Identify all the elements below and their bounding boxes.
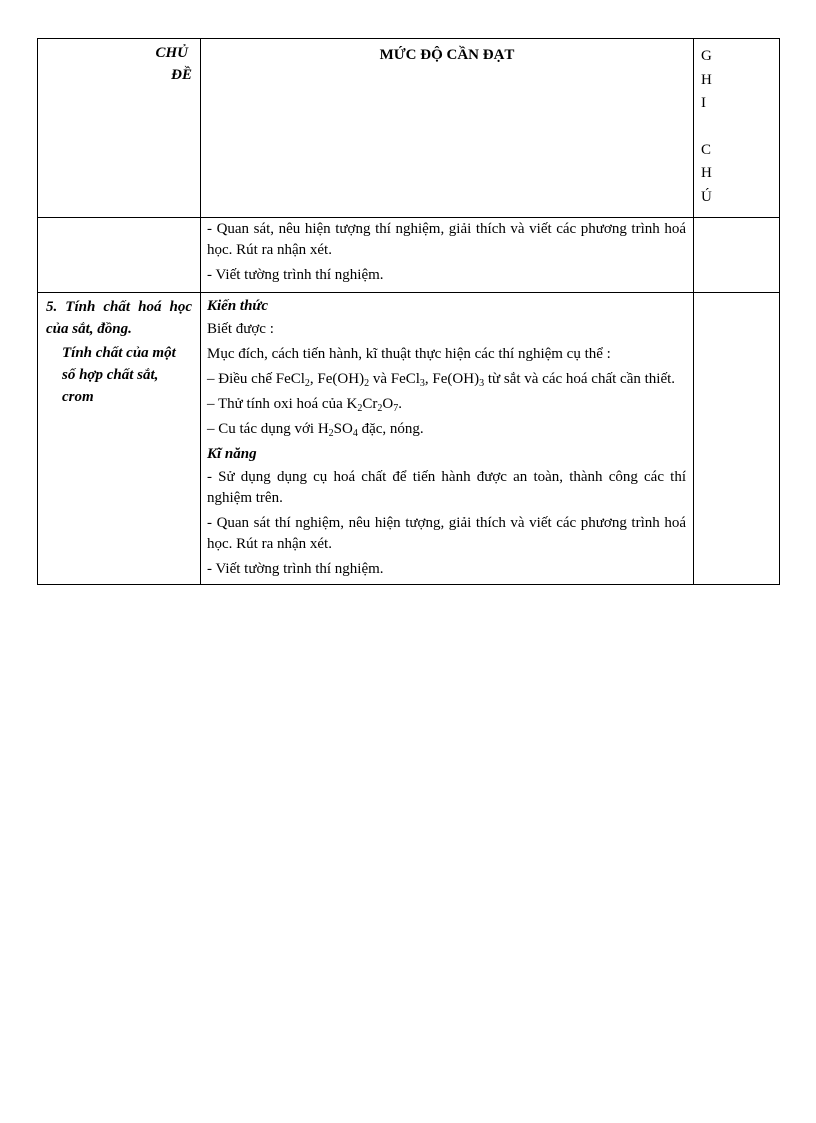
observe-line: - Quan sát, nêu hiện tượng thí nghiệm, giải thích và viết các phương trình hoá học. Rút ra nhận xét. [207,221,686,258]
knowledge-intro: Biết được : [207,321,274,337]
topic-cell-empty [38,218,201,293]
note-cell [694,293,780,585]
level-cell [201,218,694,293]
note-letter: Ú [701,188,712,205]
header-level-title: MỨC ĐỘ CẦN ĐẠT [379,47,515,63]
knowledge-purpose: Mục đích, cách tiến hành, kĩ thuật thực hiện các thí nghiệm cụ thể : [207,346,611,362]
table-row-topic-5 [38,293,780,585]
note-letter: G [701,48,712,64]
topic-subtitle: Tính chất của một số hợp chất sắt, crom [62,345,176,405]
topic-cell [38,293,201,585]
skill-1: - Sử dụng dụng cụ hoá chất để tiến hành được an toàn, thành công các thí nghiệm trên. [207,469,686,506]
curriculum-table [37,38,780,585]
note-letter: H [701,165,712,181]
topic-title: 5. Tính chất hoá học của sắt, đồng. [46,299,192,337]
note-cell [694,218,780,293]
skill-3: - Viết tường trình thí nghiệm. [207,561,384,577]
knowledge-item-3: – Cu tác dụng với $H_2SO_4$ đặc, nóng. [207,421,424,439]
header-topic-line1: CHỦ [155,45,188,61]
knowledge-item-1: – Điều chế FeCl$_2$, $Fe(OH)_2$ và FeCl$_3$, $Fe(OH)_3$ từ sắt và các hoá chất cần thiết. [207,371,676,389]
skills-heading: Kĩ năng [207,446,257,462]
report-line: - Viết tường trình thí nghiệm. [207,267,384,283]
note-letter: C [701,141,712,158]
knowledge-heading: Kiến thức [207,298,269,314]
header-row [38,39,780,218]
header-topic-line2: ĐỀ [171,67,192,83]
header-topic-cell [38,39,201,218]
header-note-cell [694,39,780,218]
header-level-cell [201,39,694,218]
table-row-continuation [38,218,780,293]
skill-2: - Quan sát thí nghiệm, nêu hiện tượng, giải thích và viết các phương trình hoá học. Rút ra nhận xét. [207,515,686,552]
note-letter: I [701,95,706,111]
level-cell [201,293,694,585]
knowledge-item-2: – Thử tính oxi hoá của $K_2Cr_2O_7$. [207,396,402,414]
note-letter: H [701,71,712,88]
